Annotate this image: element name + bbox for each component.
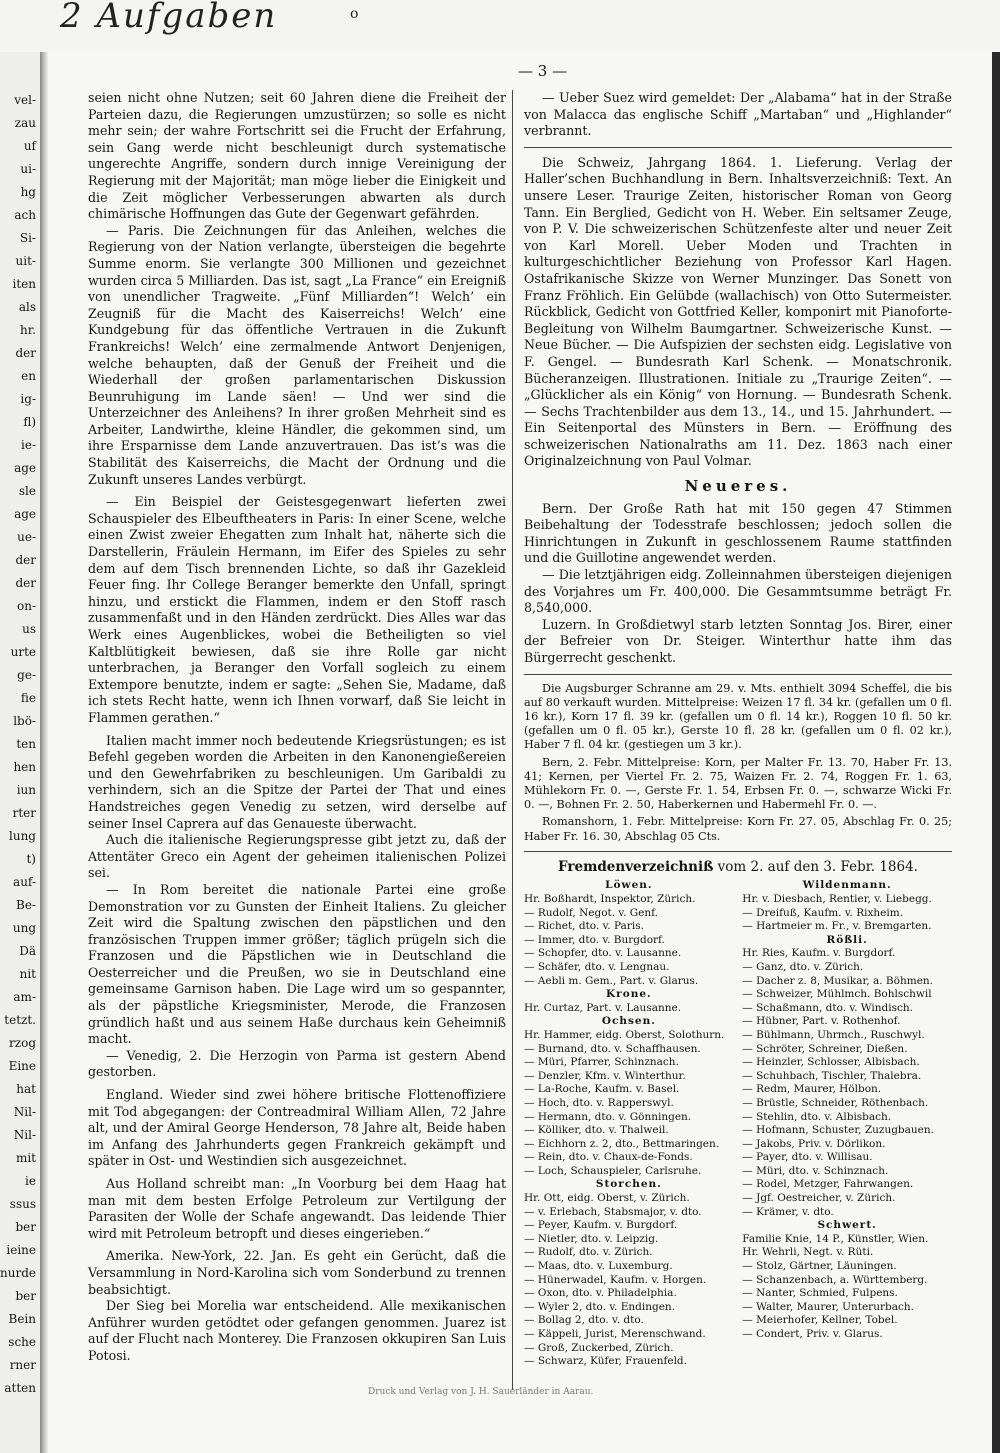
article-amerika: Amerika. New-York, 22. Jan. Es geht ein Gerücht, daß die Versammlung in Nord-Karolina sich vom Sonderbund zu trennen beabsichtigt. xyxy=(88,1248,506,1297)
guest-entry: — Käppeli, Jurist, Merenschwand. xyxy=(524,1328,706,1341)
imprint: Druck und Verlag von J. H. Sauerländer in Aarau. xyxy=(368,1387,594,1397)
guest-entry: — Hübner, Part. v. Rothenhof. xyxy=(742,1015,901,1028)
guest-entry: — Immer, dto. v. Burgdorf. xyxy=(524,933,665,946)
article-luzern: Luzern. In Großdietwyl starb letzten Sonntag Jos. Birer, einer der Befreier von Dr. Steiger. Winterthur hatte ihm das Bürgerrecht geschenkt. xyxy=(524,616,952,665)
article-zolleinnahmen: — Die letztjährigen eidg. Zolleinnahmen übersteigen diejenigen des Vorjahres um Fr. 400,000. Die Gesammtsumme beträgt Fr. 8,540,000. xyxy=(524,567,952,616)
previous-page-fragment: auf- xyxy=(13,875,36,889)
guest-entry: — Schröter, Schreiner, Dießen. xyxy=(742,1042,908,1055)
guest-entry: — Bollag 2, dto. v. dto. xyxy=(524,1314,644,1327)
previous-page-fragment: lbö- xyxy=(13,714,36,728)
guest-entry: — Hoch, dto. v. Rapperswyl. xyxy=(524,1096,674,1109)
previous-page-fragment: fie xyxy=(20,691,36,705)
guest-entry: Hr. Ries, Kaufm. v. Burgdorf. xyxy=(742,947,896,960)
article-morelia: Der Sieg bei Morelia war entscheidend. Alle mexikanischen Anführer wurden getödtet oder gefangen genommen. Juarez ist auf der Flucht nach Monterey. Die Franzosen okkupiren San Luis Potosi. xyxy=(88,1298,506,1363)
page-number: — 3 — xyxy=(518,62,568,80)
guest-entry: — Peyer, Kaufm. v. Burgdorf. xyxy=(524,1219,678,1232)
previous-page-fragment: atten xyxy=(4,1381,36,1395)
guest-entry: — Hermann, dto. v. Gönningen. xyxy=(524,1110,692,1123)
previous-page-fragment: hr. xyxy=(20,323,36,337)
previous-page-fragment: iun xyxy=(16,783,36,797)
guest-entry: — Bühlmann, Uhrmch., Ruschwyl. xyxy=(742,1028,925,1041)
previous-page-fragment: der xyxy=(15,346,36,360)
guest-entry: — Rudolf, Negot. v. Genf. xyxy=(524,906,659,919)
guest-entry: — Wyler 2, dto. v. Endingen. xyxy=(524,1300,676,1313)
guest-list xyxy=(524,879,952,1368)
guest-entry: Hr. Wehrli, Negt. v. Rüti. xyxy=(742,1246,874,1259)
previous-page-fragment: fl) xyxy=(23,415,36,429)
article-bern: Bern. Der Große Rath hat mit 150 gegen 47 Stimmen Beibehaltung der Todesstrafe beschlossen; jedoch sollen die Hinrichtungen in Zukunft in geschlossenem Raume stattfinden und die Guillotine angewendet werden. xyxy=(524,500,952,566)
scan-top-margin xyxy=(0,0,1000,52)
previous-page-fragment: ui- xyxy=(20,162,36,176)
previous-page-fragment: Eine xyxy=(8,1059,36,1073)
market-augsburg: Die Augsburger Schranne am 29. v. Mts. enthielt 3094 Scheffel, die bis auf 80 verkauft wurden. Mittelpreise: Weizen 17 fl. 34 kr. (gefallen um 0 fl. 16 kr.), Korn 17 fl. 39 kr. (gefallen um 0 fl. 14 kr.), Roggen 10 fl. 50 kr. (gefallen um 0 fl. 05 kr.), Gerste 10 fl. 28 kr. (gefallen um 0 fl. 02 kr.), Haber 7 fl. 04 kr. (gestiegen um 3 kr.). xyxy=(524,681,952,752)
guest-list-right xyxy=(742,879,952,1368)
guest-entry: — Heinzler, Schlosser, Albisbach. xyxy=(742,1056,920,1069)
previous-page-fragment: als xyxy=(18,300,36,314)
guest-entry: — Richet, dto. v. Paris. xyxy=(524,920,644,933)
previous-page-fragment: ten xyxy=(16,737,36,751)
guest-entry: — Schanzenbach, a. Württemberg. xyxy=(742,1273,928,1286)
guest-entry: Hr. Boßhardt, Inspektor, Zürich. xyxy=(524,893,696,906)
previous-page-fragment: Nil- xyxy=(13,1128,36,1142)
previous-page-fragment: ieine xyxy=(6,1243,36,1257)
hotel-heading: Löwen. xyxy=(605,879,653,892)
guest-entry: — Nanter, Schmied, Fulpens. xyxy=(742,1287,898,1300)
guest-list-title-bold: Fremdenverzeichniß xyxy=(558,858,714,875)
previous-page-fragment: Si- xyxy=(19,231,36,245)
guest-entry: — Kölliker, dto. v. Thalweil. xyxy=(524,1124,669,1137)
hotel-heading: Krone. xyxy=(606,988,652,1001)
previous-page-fragment: hat xyxy=(16,1082,36,1096)
previous-page-fragment: rner xyxy=(9,1358,36,1372)
previous-page-fragment: ber xyxy=(15,1220,36,1234)
guest-entry: — Nietler, dto. v. Leipzig. xyxy=(524,1232,659,1245)
hotel-heading: Rößli. xyxy=(826,933,868,946)
hotel-heading: Schwert. xyxy=(817,1219,877,1232)
guest-entry: Familie Knie, 14 P., Künstler, Wien. xyxy=(742,1232,929,1245)
right-column xyxy=(524,90,952,1369)
guest-entry: — Hünerwadel, Kaufm. v. Horgen. xyxy=(524,1273,707,1286)
previous-page-fragment: rzog xyxy=(9,1036,36,1050)
guest-entry: — Hartmeier m. Fr., v. Bremgarten. xyxy=(742,920,932,933)
previous-page-fragment: Bein xyxy=(8,1312,36,1326)
previous-page-fragment: ach xyxy=(14,208,36,222)
guest-entry: — Müri, Pfarrer, Schinznach. xyxy=(524,1056,679,1069)
guest-entry: — Burnand, dto. v. Schaffhausen. xyxy=(524,1042,701,1055)
divider xyxy=(524,147,952,148)
guest-entry: Hr. Ott, eidg. Oberst, v. Zürich. xyxy=(524,1192,690,1205)
guest-entry: — Schwarz, Küfer, Frauenfeld. xyxy=(524,1355,687,1368)
guest-entry: — Groß, Zuckerbed, Zürich. xyxy=(524,1341,674,1354)
divider xyxy=(524,674,952,675)
guest-list-left xyxy=(524,879,734,1368)
previous-page-edge xyxy=(0,52,40,1453)
guest-entry: — Schäfer, dto. v. Lengnau. xyxy=(524,960,670,973)
market-bern: Bern, 2. Febr. Mittelpreise: Korn, per Malter Fr. 13. 70, Haber Fr. 13. 41; Kernen, per Viertel Fr. 2. 75, Waizen Fr. 2. 74, Roggen Fr. 1. 63, Mühlekorn Fr. 0. —, Gerste Fr. 1. 54, Erbsen Fr. 0. —, schwarze Wicki Fr. 0. —, Bohnen Fr. 2. 50, Haberkernen und Habermehl Fr. 0. —. xyxy=(524,755,952,812)
previous-page-fragment: uit- xyxy=(15,254,36,268)
article-italien-presse: Auch die italienische Regierungspresse gibt jetzt zu, daß der Attentäter Greco ein Agent der geheimen italienischen Polizei sei. xyxy=(88,832,506,881)
guest-entry: — Eichhorn z. 2, dto., Bettmaringen. xyxy=(524,1137,720,1150)
guest-list-title-rest: vom 2. auf den 3. Febr. 1864. xyxy=(713,858,918,875)
previous-page-fragment: ie- xyxy=(21,438,36,452)
article-rom: — In Rom bereitet die nationale Partei eine große Demonstration vor zu Gunsten der Einheit Italiens. Zu gleicher Zeit wird die Spaltung zwischen den päpstlichen und den französischen Truppen immer größer; täglich prügeln sich die Franzosen und die Päpstlichen wie in Deutschland die Oesterreicher und die Preußen, wo sie in Deutschland eine gemeinsame Garnison haben. Die Lage wird um so gespannter, als der päpstliche Kriegsminister, Merode, die Franzosen gründlich haßt und aus seinem Haße durchaus kein Geheimniß macht. xyxy=(88,881,506,1047)
article-suez: — Ueber Suez wird gemeldet: Der „Alabama“ hat in der Straße von Malacca das englische Schiff „Martaban“ und „Highlander“ verbrannt. xyxy=(524,90,952,139)
previous-page-fragment: hen xyxy=(13,760,36,774)
guest-entry: — Müri, dto. v. Schinznach. xyxy=(742,1164,889,1177)
guest-entry: — Walter, Maurer, Unterurbach. xyxy=(742,1300,914,1313)
previous-page-fragment: Dä xyxy=(19,944,36,958)
article-holland: Aus Holland schreibt man: „In Voorburg bei dem Haag hat man mit dem besten Erfolge Petroleum zur Vertilgung der Parasiten der Wolle der Schafe angewandt. Das leidende Thier wird mit Petroleum betropft und dieses eingerieben.“ xyxy=(88,1176,506,1241)
guest-entry: — Hofmann, Schuster, Zuzugbauen. xyxy=(742,1124,934,1137)
guest-entry: — Schaßmann, dto. v. Windisch. xyxy=(742,1001,913,1014)
guest-entry: — Schweizer, Mühlmch. Bohlschwil xyxy=(742,988,932,1001)
previous-page-fragment: urte xyxy=(10,645,36,659)
previous-page-fragment: ge- xyxy=(17,668,36,682)
guest-entry: — Aebli m. Gem., Part. v. Glarus. xyxy=(524,974,699,987)
guest-entry: — Dreifuß, Kaufm. v. Rixheim. xyxy=(742,906,904,919)
guest-entry: — Ganz, dto. v. Zürich. xyxy=(742,960,864,973)
guest-entry: Hr. Hammer, eidg. Oberst, Solothurn. xyxy=(524,1028,725,1041)
previous-page-fragment: ue- xyxy=(17,530,36,544)
previous-page-fragment: us xyxy=(22,622,36,636)
previous-page-fragment: iten xyxy=(12,277,36,291)
handwritten-mark: o xyxy=(350,6,359,22)
previous-page-fragment: nit xyxy=(19,967,36,981)
previous-page-fragment: ung xyxy=(12,921,36,935)
article-italien: Italien macht immer noch bedeutende Kriegsrüstungen; es ist Befehl gegeben worden die Arbeiten in den Kanonengießereien und den Gewehrfabriken zu beschleunigen. Um Garibaldi zu verhindern, sich an die Spitze der Partei der That und eines Handstreiches gegen Venedig zu setzen, wird derselbe auf seiner Insel Caprera auf das Genaueste überwacht. xyxy=(88,732,506,831)
hotel-heading: Ochsen. xyxy=(601,1015,656,1028)
article-paris-loan: — Paris. Die Zeichnungen für das Anleihen, welches die Regierung von der Nation verlangte, übersteigen die begehrte Summe enorm. Sie verlangte 300 Millionen und gezeichnet wurden circa 5 Milliarden. Das ist, sagt „La France“ ein Ereigniß von unendlicher Tragweite. „Fünf Milliarden“! Welch’ ein Zeugniß für die Macht des Kaiserreichs! Welch’ eine Kundgebung für das öffentliche Vertrauen in die Zukunft Frankreichs! Welch’ eine zermalmende Antwort Denjenigen, welche behaupten, daß der Genuß der Freiheit und die Wiederhall der großen parlamentarischen Diskussion Beunruhigung im Lande säen! — Und wer sind die Unterzeichner des Anleihens? In ihrer großen Mehrheit sind es Arbeiter, Landwirthe, kleine Händler, die gekommen sind, um ihre Ersparnisse dem Lande anzuvertrauen. Das ist’s was die Stabilität des Kaiserreichs, die Macht der Ordnung und die Zukunft unseres Landes verbürgt. xyxy=(88,222,506,487)
guest-entry: — Rodel, Metzger, Fahrwangen. xyxy=(742,1178,914,1191)
newspaper-page xyxy=(48,52,992,1453)
previous-page-fragment: lung xyxy=(9,829,36,843)
guest-entry: — Dacher z. 8, Musikar, a. Böhmen. xyxy=(742,974,934,987)
previous-page-fragment: Nil- xyxy=(13,1105,36,1119)
guest-entry: — La-Roche, Kaufm. v. Basel. xyxy=(524,1083,680,1096)
book-spine xyxy=(40,52,48,1453)
previous-page-fragment: sle xyxy=(18,484,36,498)
guest-entry: — Oxon, dto. v. Philadelphia. xyxy=(524,1287,677,1300)
previous-page-fragment: tetzt. xyxy=(4,1013,36,1027)
previous-page-fragment: ber xyxy=(15,1289,36,1303)
previous-page-fragment: ssus xyxy=(9,1197,36,1211)
guest-entry: — Krämer, v. dto. xyxy=(742,1205,834,1218)
article-venedig: — Venedig, 2. Die Herzogin von Parma ist gestern Abend gestorben. xyxy=(88,1047,506,1080)
guest-entry: — Condert, Priv. v. Glarus. xyxy=(742,1328,883,1341)
section-heading-neueres: Neueres. xyxy=(684,477,792,496)
article-die-schweiz: Die Schweiz, Jahrgang 1864. 1. Lieferung. Verlag der Haller’schen Buchhandlung in Bern. Inhaltsverzeichniß: Text. An unsere Leser. Traurige Zeiten, historischer Roman von Georg Tann. Ein Berglied, Gedicht von H. Weber. Ein seltsamer Zeuge, von P. V. Die schweizerischen Schützenfeste alter und neuer Zeit von Karl Morell. Ueber Moden und Trachten in kulturgeschichtlicher Beziehung von Professor Karl Hagen. Ostafrikanische Skizze von Werner Munzinger. Das Sonett von Franz Fröhlich. Ein Gelübde (wallachisch) von Otto Sutermeister. Rückblick, Gedicht von Gottfried Keller, komponirt mit Pianoforte-Begleitung von Wilhelm Baumgartner. Schweizerische Kunst. — Neue Bücher. — Die Aufspizien der sechsten eidg. Legislative von F. Gengel. — Bundesrath Karl Schenk. — Monatschronik. Bücheranzeigen. Illustrationen. Initiale zu „Traurige Zeiten“. — „Glücklicher als ein König“ von Hornung. — Bundesrath Schenk. — Sechs Trachtenbilder aus dem 13., 14., und 15. Jahrhundert. — Ein Seitenportal des Münsters in Bern. — Eröffnung des schweizerischen Nationalraths am 11. Dez. 1863 nach einer Originalzeichnung von Paul Volmar. xyxy=(524,154,952,469)
guest-entry: — Payer, dto. v. Willisau. xyxy=(742,1151,873,1164)
previous-page-fragment: on- xyxy=(16,599,36,613)
article-england: England. Wieder sind zwei höhere britische Flottenoffiziere mit Tod abgegangen: der Contreadmiral William Allen, 72 Jahre alt, und der Amiral George Henderson, 78 Jahre alt, Beide haben im Anfang des Jahrhunderts gegen Frankreich gekämpft und später in Ost- und Westindien sich ausgezeichnet. xyxy=(88,1087,506,1169)
guest-entry: — Brüstle, Schneider, Röthenbach. xyxy=(742,1096,929,1109)
guest-entry: — Loch, Schauspieler, Carlsruhe. xyxy=(524,1164,702,1177)
previous-page-fragment: t) xyxy=(26,852,36,866)
previous-page-fragment: nurde xyxy=(0,1266,36,1280)
hotel-heading: Wildenmann. xyxy=(802,879,892,892)
guest-list-title xyxy=(524,859,952,876)
guest-entry: — Schuhbach, Tischler, Thalebra. xyxy=(742,1069,922,1082)
guest-entry: — Jakobs, Priv. v. Dörlikon. xyxy=(742,1137,886,1150)
column-rule xyxy=(512,90,513,1390)
previous-page-fragment: vel- xyxy=(14,93,36,107)
previous-page-fragment: der xyxy=(15,576,36,590)
guest-entry: — Rein, dto. v. Chaux-de-Fonds. xyxy=(524,1151,693,1164)
previous-page-fragment: ig- xyxy=(20,392,36,406)
previous-page-fragment: uf xyxy=(23,139,36,153)
guest-entry: — Rudolf, dto. v. Zürich. xyxy=(524,1246,653,1259)
previous-page-fragment: en xyxy=(21,369,36,383)
guest-entry: — Schopfer, dto. v. Lausanne. xyxy=(524,947,682,960)
handwritten-note: 2 Aufgaben xyxy=(60,0,278,36)
previous-page-fragment: age xyxy=(14,507,36,521)
previous-page-fragment: Be- xyxy=(16,898,36,912)
market-romanshorn: Romanshorn, 1. Febr. Mittelpreise: Korn Fr. 27. 05, Abschlag Fr. 0. 25; Haber Fr. 16. 30, Abschlag 05 Cts. xyxy=(524,815,952,843)
guest-entry: — Maas, dto. v. Luxemburg. xyxy=(524,1260,673,1273)
hotel-heading: Storchen. xyxy=(595,1178,662,1191)
previous-page-fragment: sche xyxy=(8,1335,36,1349)
guest-entry: — Stolz, Gärtner, Läuningen. xyxy=(742,1260,897,1273)
guest-entry: — Stehlin, dto. v. Albisbach. xyxy=(742,1110,892,1123)
previous-page-fragment: ie xyxy=(25,1174,36,1188)
guest-entry: — Denzler, Kfm. v. Winterthur. xyxy=(524,1069,686,1082)
previous-page-fragment: zau xyxy=(14,116,36,130)
guest-entry: Hr. Curtaz, Part. v. Lausanne. xyxy=(524,1001,682,1014)
guest-entry: — Redm, Maurer, Hölbon. xyxy=(742,1083,882,1096)
previous-page-fragment: der xyxy=(15,553,36,567)
left-column xyxy=(88,90,506,1365)
article-paragraph: seien nicht ohne Nutzen; seit 60 Jahren diene die Freiheit der Parteien dazu, die Regierungen umzustürzen; so solle es nicht mehr sein; der wahre Fortschritt sei die Frucht der Erfahrung, sein Gang werde nicht beschleunigt durch systematische ungerechte Angriffe, sondern durch innige Vereinigung der Regierung mit der Majorität; man möge lieber die Einigkeit und die Zeit möglicher Verbesserungen abwarten als durch chimärische Hoffnungen das Gute der Gegenwart gefährden. xyxy=(88,90,506,222)
previous-page-fragment: mit xyxy=(15,1151,36,1165)
article-paris-theater: — Ein Beispiel der Geistesgegenwart lieferten zwei Schauspieler des Elbeuftheaters in Paris: In einer Scene, welche einen Zwist zweier Ehegatten zum Inhalt hat, näherte sich die Darstellerin, Fräulein Hermann, im Eifer des Spieles zu sehr dem auf dem Tisch brennenden Lichte, so daß ihr Gazekleid Feuer fing. Ihr College Beranger bemerkte den Unfall, springt hinzu, und erstickt die Flammen, indem er den Stoff rasch zusammenfaßt und in den Händen zerdrückt. Dies Alles war das Werk eines Augenblickes, wobei die Betheiligten so viel Kaltblütigkeit bewiesen, daß sie ihre Rolle gar nicht unterbrachen, ja Beranger den Vorfall sogleich zu einem Extempore benutzte, indem er sagte: „Sehen Sie, Madame, daß ich stets Recht hatte, wenn ich Ihnen vorwarf, daß Sie leicht in Flammen gerathen.“ xyxy=(88,494,506,725)
guest-entry: Hr. v. Diesbach, Rentier, v. Liebegg. xyxy=(742,893,932,906)
guest-entry: — Jgf. Oestreicher, v. Zürich. xyxy=(742,1192,896,1205)
previous-page-fragment: hg xyxy=(20,185,36,199)
guest-entry: — v. Erlebach, Stabsmajor, v. dto. xyxy=(524,1205,702,1218)
guest-entry: — Meierhofer, Kellner, Tobel. xyxy=(742,1314,898,1327)
previous-page-fragment: age xyxy=(14,461,36,475)
previous-page-fragment: rter xyxy=(12,806,36,820)
divider xyxy=(524,851,952,852)
previous-page-fragment: am- xyxy=(13,990,36,1004)
